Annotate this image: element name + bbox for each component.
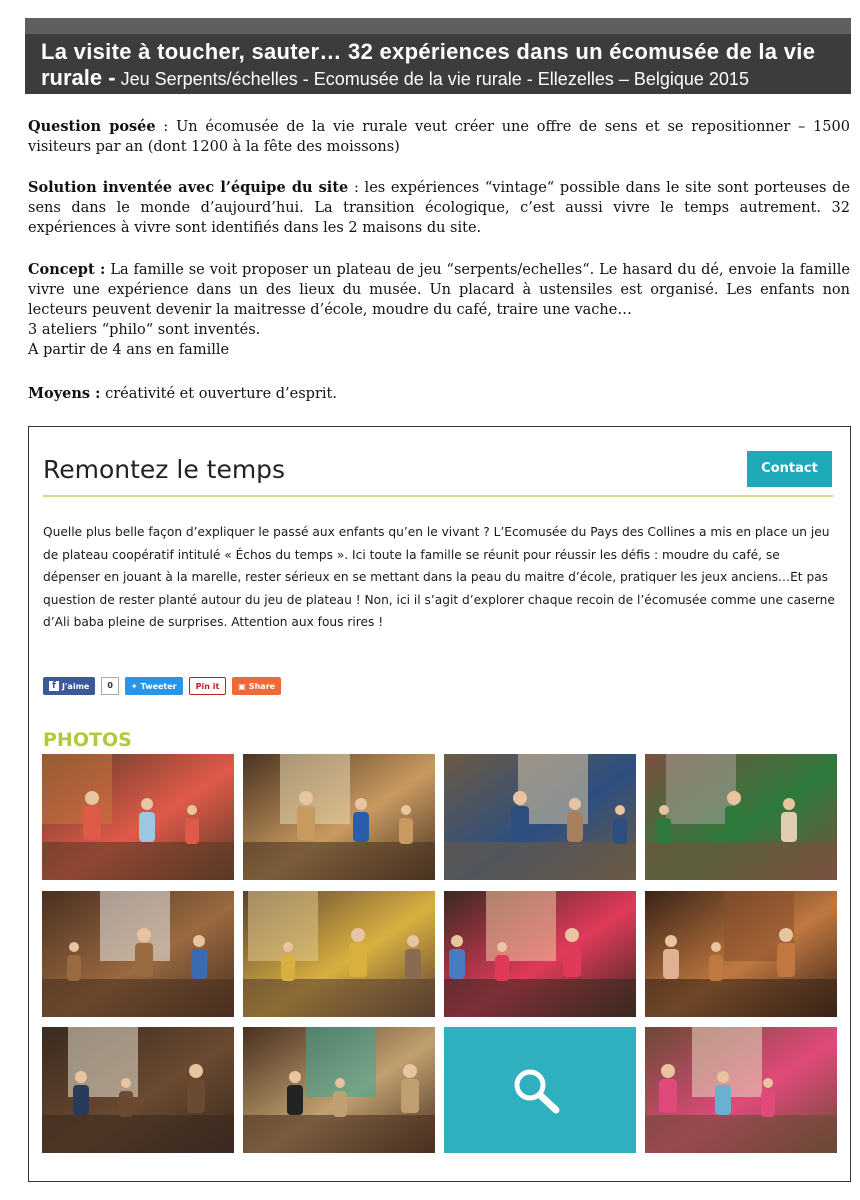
facebook-icon: f — [49, 681, 59, 691]
photo-alley-children[interactable] — [645, 754, 837, 880]
pinterest-label: Pin it — [195, 681, 220, 691]
share-label: Share — [248, 681, 276, 691]
banner-top-strip — [25, 18, 851, 34]
banner-title-bold: rurale - — [41, 65, 116, 90]
photo-cow-drawing-barn[interactable] — [42, 891, 234, 1017]
moyens-text: créativité et ouverture d’esprit. — [100, 386, 337, 402]
contact-button[interactable]: Contact — [747, 451, 832, 487]
pinterest-button[interactable] — [189, 677, 227, 695]
website-title: Remontez le temps — [43, 455, 286, 484]
photo-family-snakes-ladders[interactable] — [645, 1027, 837, 1153]
concept-label: Concept : — [28, 261, 106, 278]
photo-girl-cupboard[interactable] — [645, 891, 837, 1017]
banner-title-line2 — [41, 65, 839, 92]
photo-school-desks[interactable] — [42, 1027, 234, 1153]
photo-gallery — [42, 754, 838, 1154]
like-count: 0 — [101, 677, 119, 695]
photo-kitchen-room[interactable] — [243, 754, 435, 880]
solution-label: Solution inventée avec l’équipe du site — [28, 179, 349, 196]
tweet-button[interactable] — [125, 677, 183, 695]
banner-title-line1: La visite à toucher, sauter… 32 expériences dans un écomusée de la vie — [41, 39, 816, 64]
facebook-like-button[interactable] — [43, 677, 95, 695]
title-banner — [25, 34, 851, 94]
question-label: Question posée — [28, 118, 156, 135]
title-divider — [43, 495, 833, 497]
share-button[interactable] — [232, 677, 281, 695]
concept-text: La famille se voit proposer un plateau de jeu “serpents/echelles“. Le hasard du dé, envoie la famille vivre une expérience dans un des lieux du musée. Un placard à ustensiles est organisé. Les enfants non lecteurs peuvent devenir la maitresse d’école, moudre du café, traire une vache… — [28, 262, 850, 318]
concept-line3: A partir de 4 ans en famille — [28, 342, 230, 358]
twitter-bird-icon: ✦ — [130, 681, 138, 691]
tweet-label: Tweeter — [140, 681, 177, 691]
solution-text: : les expériences “vintage“ possible dans le site sont porteuses de sens dans le monde d’aujourd’hui. La transition écologique, c’est aussi vivre le temps autrement. 32 expériences à vivre sont identifiés dans les 2 maisons du site. — [28, 180, 851, 236]
concept-line2: 3 ateliers “philo“ sont inventés. — [28, 322, 261, 338]
photo-family-floor-game[interactable] — [42, 754, 234, 880]
banner-subtitle: Jeu Serpents/échelles - Ecomusée de la vie rurale - Ellezelles – Belgique 2015 — [115, 69, 749, 89]
section-solution — [28, 178, 850, 238]
photo-hopscotch-corridor[interactable] — [243, 891, 435, 1017]
share-bar — [43, 677, 281, 695]
website-screenshot — [28, 426, 851, 1182]
section-moyens — [28, 384, 850, 404]
share-plus-icon: ▣ — [238, 681, 246, 691]
section-question — [28, 117, 850, 157]
photos-heading: PHOTOS — [43, 729, 132, 751]
moyens-label: Moyens : — [28, 385, 101, 402]
question-text: : Un écomusée de la vie rurale veut créer une offre de sens et se repositionner – 1500 visiteurs par an (dont 1200 à la fête des moissons) — [28, 119, 850, 155]
facebook-like-label: J'aime — [62, 681, 90, 691]
section-concept — [28, 260, 850, 360]
photo-girl-blackboard[interactable] — [243, 1027, 435, 1153]
photo-search-tile[interactable] — [444, 1027, 636, 1153]
photo-board-game-table[interactable] — [444, 891, 636, 1017]
website-description: Quelle plus belle façon d’expliquer le passé aux enfants qu’en le vivant ? L’Ecomusée du Pays des Collines a mis en place un jeu de plateau coopératif intitulé « Échos du temps ». Ici toute la famille se réunit pour réussir les défis : moudre du café, se dépenser en jouant à la marelle, rester sérieux en se mettant dans la peau du maitre d’école, pratiquer les jeux anciens…Et pas question de rester planté autour du jeu de plateau ! Non, ici il s’agit d’explorer chaque recoin de l’écomusée comme une caserne d’Ali baba pleine de surprises. Attention aux fous rires ! — [43, 525, 835, 629]
photo-man-kneeling-child[interactable] — [444, 754, 636, 880]
